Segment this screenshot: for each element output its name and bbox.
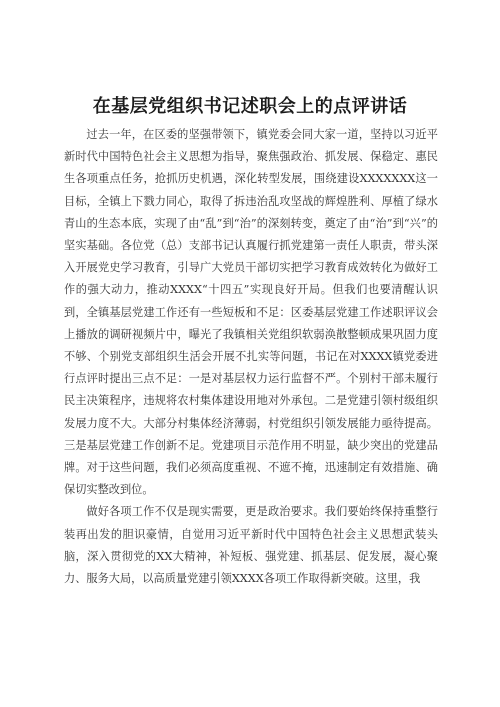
document-body (64, 124, 438, 590)
paragraph-2: 做好各项工作不仅是现实需要，更是政治要求。我们要始终保持重整行装再出发的胆识豪情，自觉用习近平新时代中国特色社会主义思想武装头脑，深入贯彻党的XX大精神，补短板、强党建、抓基层、促发展，凝心聚力、服务大局，以高质量党建引领XXXX各项工作取得新突破。这里，我 (64, 505, 438, 586)
document-title: 在基层党组织书记述职会上的点评讲话 (92, 96, 408, 117)
paragraph-1: 过去一年，在区委的坚强带领下，镇党委会同大家一道，坚持以习近平新时代中国特色社会主义思想为指导，聚焦强政治、抓发展、保稳定、惠民生各项重点任务，抢抓历史机遇，深化转型发展，围绕建设XXXXXXX这一目标，全镇上下戮力同心，取得了拆违治乱攻坚战的辉煌胜利、厚植了绿水青山的生态本底，实现了由“乱”到“治”的深刻转变，奠定了由“治”到“兴”的坚实基础。各位党（总）支部书记认真履行抓党建第一责任人职责，带头深入开展党史学习教育，引导广大党员干部切实把学习教育成效转化为做好工作的强大动力，推动XXXX“十四五”实现良好开局。但我们也要清醒认识到，全镇基层党建工作还有一些短板和不足：区委基层党建工作述职评议会上播放的调研视频片中，曝光了我镇相关党组织软弱涣散整顿成果巩固力度不够、个别党支部组织生活会开展不扎实等问题，书记在对XXXX镇党委进行点评时提出三点不足：一是对基层权力运行监督不严。个别村干部未履行民主决策程序，违规将农村集体建设用地对外承包。二是党建引领村级组织发展力度不大。大部分村集体经济薄弱，村党组织引领发展能力亟待提高。三是基层党建工作创新不足。党建项目示范作用不明显，缺少突出的党建品牌。对于这些问题，我们必须高度重视、不遮不掩，迅速制定有效措施、确保切实整改到位。 (64, 128, 438, 497)
